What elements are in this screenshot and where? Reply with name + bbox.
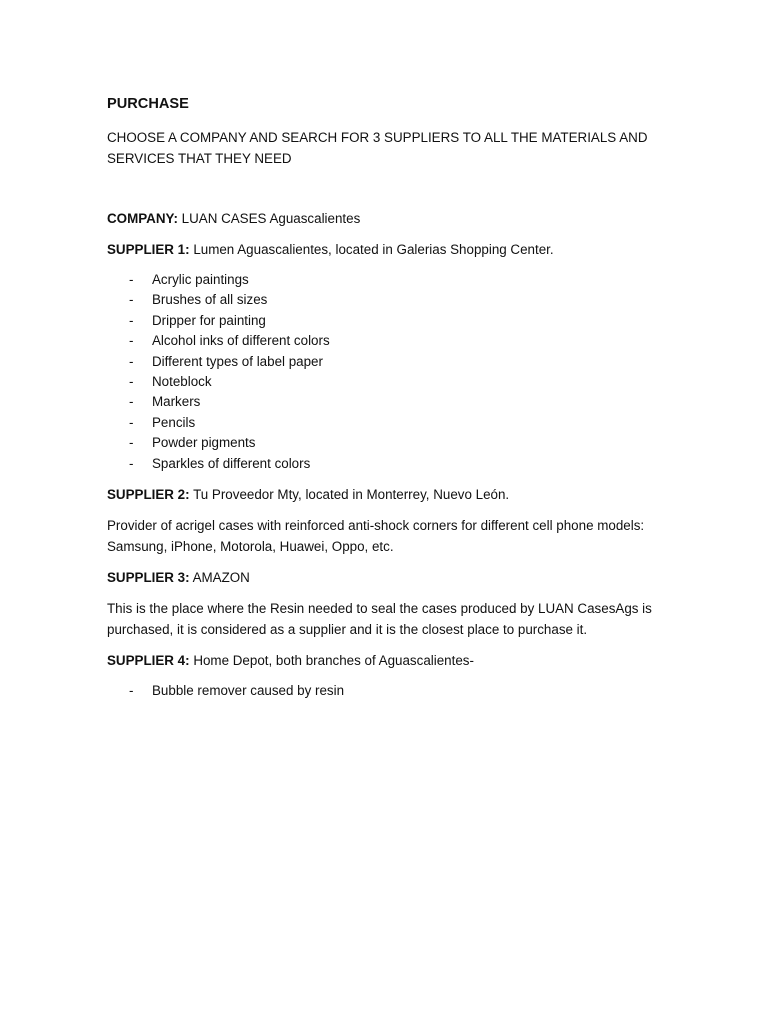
list-item xyxy=(107,433,667,453)
supplier-4-materials-list xyxy=(107,681,667,701)
list-item-text: Acrylic paintings xyxy=(152,272,249,287)
supplier-2-line xyxy=(107,484,667,505)
company-line xyxy=(107,208,667,229)
assignment-instructions: CHOOSE A COMPANY AND SEARCH FOR 3 SUPPLIERS TO ALL THE MATERIALS AND SERVICES THAT THEY NEED xyxy=(107,130,648,166)
list-item-text: Markers xyxy=(152,394,201,410)
list-item xyxy=(107,270,667,290)
supplier-4-line xyxy=(107,650,667,671)
list-item xyxy=(107,352,667,372)
company-value: LUAN CASES Aguascalientes xyxy=(177,211,361,226)
list-item-text: Bubble remover caused by resin xyxy=(152,683,345,699)
list-item-text: Brushes of all sizes xyxy=(152,292,268,308)
supplier-1-label: SUPPLIER 1: xyxy=(107,242,190,257)
list-item-text: Dripper for painting xyxy=(152,312,266,328)
bullet-dash: - xyxy=(129,333,134,349)
list-item-text: Sparkles of different colors xyxy=(152,455,311,471)
bullet-dash: - xyxy=(129,353,134,369)
company-label: COMPANY: xyxy=(107,211,178,226)
list-item-text: Powder pigments xyxy=(152,435,256,451)
bullet-dash: - xyxy=(129,312,134,328)
bullet-dash: - xyxy=(129,683,134,699)
list-item-text: Alcohol inks of different colors xyxy=(152,333,330,349)
supplier-3-label: SUPPLIER 3: xyxy=(107,570,190,586)
supplier-3-line xyxy=(107,567,667,588)
document-body xyxy=(107,94,667,711)
bullet-dash: - xyxy=(129,394,134,410)
list-item xyxy=(107,290,667,310)
bullet-dash: - xyxy=(129,292,134,308)
supplier-1-line xyxy=(107,239,667,260)
supplier-2-description: Provider of acrigel cases with reinforced anti-shock corners for different cell phone models: Samsung, iPhone, Motorola, Huawei, Oppo, etc. xyxy=(107,518,645,555)
bullet-dash: - xyxy=(129,435,134,451)
list-item xyxy=(107,372,667,392)
bullet-dash: - xyxy=(129,455,134,471)
list-item xyxy=(107,681,667,701)
supplier-1-materials-list xyxy=(107,270,667,474)
supplier-1-value: Lumen Aguascalientes, located in Galerias Shopping Center. xyxy=(189,242,554,257)
list-item xyxy=(107,311,667,331)
list-item-text: Pencils xyxy=(152,414,196,430)
bullet-dash: - xyxy=(129,272,134,287)
list-item xyxy=(107,413,667,433)
supplier-4-value: Home Depot, both branches of Aguascalientes- xyxy=(189,653,474,669)
list-item xyxy=(107,454,667,474)
supplier-2-value: Tu Proveedor Mty, located in Monterrey, Nuevo León. xyxy=(189,487,510,503)
supplier-4-label: SUPPLIER 4: xyxy=(107,653,190,669)
supplier-3-value: AMAZON xyxy=(189,570,250,586)
bullet-dash: - xyxy=(129,414,134,430)
list-item xyxy=(107,331,667,351)
document-title: PURCHASE xyxy=(107,96,189,112)
bullet-dash: - xyxy=(129,374,134,390)
supplier-2-label: SUPPLIER 2: xyxy=(107,487,190,503)
list-item xyxy=(107,392,667,412)
list-item-text: Different types of label paper xyxy=(152,353,323,369)
supplier-3-description: This is the place where the Resin needed to seal the cases produced by LUAN CasesAgs is purchased, it is considered as a supplier and it is the closest place to purchase it. xyxy=(107,601,652,638)
list-item-text: Noteblock xyxy=(152,374,212,390)
